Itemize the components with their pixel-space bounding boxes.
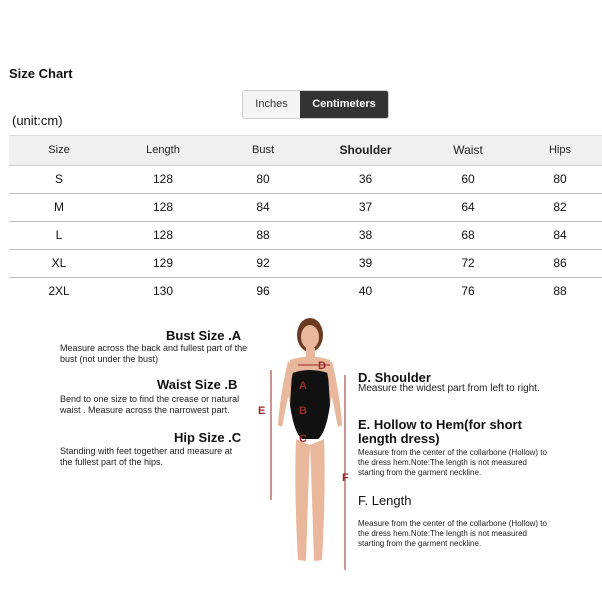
table-row [9, 166, 602, 194]
table-row [9, 194, 602, 222]
table-cell: 38 [358, 228, 373, 242]
hip-size-description: Standing with feet together and measure at the fullest part of the hips. [60, 446, 233, 467]
table-cell: XL [51, 256, 67, 270]
marker-a: A [299, 380, 307, 392]
table-cell: M [54, 200, 64, 214]
table-cell: 40 [358, 284, 373, 298]
table-cell: 88 [553, 284, 567, 298]
waist-size-description: Bend to one size to find the crease or natural waist . Measure across the narrowest part. [60, 394, 240, 415]
table-cell: 80 [553, 172, 567, 186]
bust-size-heading: Bust Size .A [166, 328, 242, 343]
table-cell: 60 [461, 172, 475, 186]
table-cell: 72 [461, 256, 475, 270]
column-header-waist: Waist [453, 143, 483, 157]
centimeters-button[interactable]: Centimeters [300, 91, 388, 118]
inches-button[interactable]: Inches [243, 91, 300, 118]
table-header-row [9, 135, 602, 166]
table-cell: 68 [461, 228, 475, 242]
table-cell: 128 [152, 200, 174, 214]
table-cell: 80 [256, 172, 270, 186]
hollow-to-hem-description: Measure from the center of the collarbone (Hollow) to the dress hem.Note:The length is not measured starting from the garment neckline. [358, 448, 547, 477]
table-row [9, 278, 602, 305]
table-cell: 86 [553, 256, 567, 270]
table-row [9, 222, 602, 250]
table-cell: 88 [256, 228, 270, 242]
table-cell: 129 [152, 256, 174, 270]
table-cell: S [54, 172, 63, 186]
table-cell: 64 [461, 200, 475, 214]
table-cell: 37 [358, 200, 373, 214]
table-row [9, 250, 602, 278]
table-cell: 2XL [48, 284, 70, 298]
table-cell: L [55, 228, 63, 242]
shoulder-heading: D. Shoulder [358, 370, 431, 385]
body-measurement-figure [264, 315, 350, 577]
marker-f: F [342, 472, 349, 484]
waist-size-heading: Waist Size .B [157, 377, 238, 392]
model-silhouette [264, 315, 350, 577]
column-header-size: Size [48, 144, 70, 156]
table-cell: 84 [553, 228, 567, 242]
unit-toggle [242, 90, 389, 119]
column-header-bust: Bust [251, 144, 274, 156]
table-cell: 76 [461, 284, 475, 298]
unit-note: (unit:cm) [12, 113, 63, 128]
length-heading: F. Length [358, 493, 412, 508]
marker-d: D [318, 360, 326, 372]
hip-size-heading: Hip Size .C [174, 430, 242, 445]
table-cell: 36 [358, 172, 373, 186]
marker-e: E [258, 405, 266, 417]
table-cell: 128 [152, 228, 174, 242]
column-header-shoulder: Shoulder [339, 143, 392, 157]
column-header-hips: Hips [548, 144, 571, 156]
table-cell: 128 [152, 172, 174, 186]
marker-b: B [299, 405, 307, 417]
table-cell: 96 [256, 284, 270, 298]
table-cell: 92 [256, 256, 270, 270]
size-table [9, 135, 602, 305]
hollow-to-hem-heading: E. Hollow to Hem(for short length dress) [358, 417, 522, 446]
column-header-length: Length [146, 144, 180, 156]
length-description: Measure from the center of the collarbone (Hollow) to the dress hem.Note:The length is not measured starting from the garment neckline. [358, 519, 547, 548]
shoulder-description: Measure the widest part from left to right. [358, 383, 540, 394]
bust-size-description: Measure across the back and fullest part of the bust (not under the bust) [60, 343, 248, 364]
table-cell: 82 [553, 200, 567, 214]
table-cell: 39 [358, 256, 373, 270]
table-cell: 130 [152, 284, 174, 298]
marker-c: C [299, 433, 307, 445]
size-chart-title: Size Chart [9, 66, 73, 81]
table-cell: 84 [256, 200, 270, 214]
